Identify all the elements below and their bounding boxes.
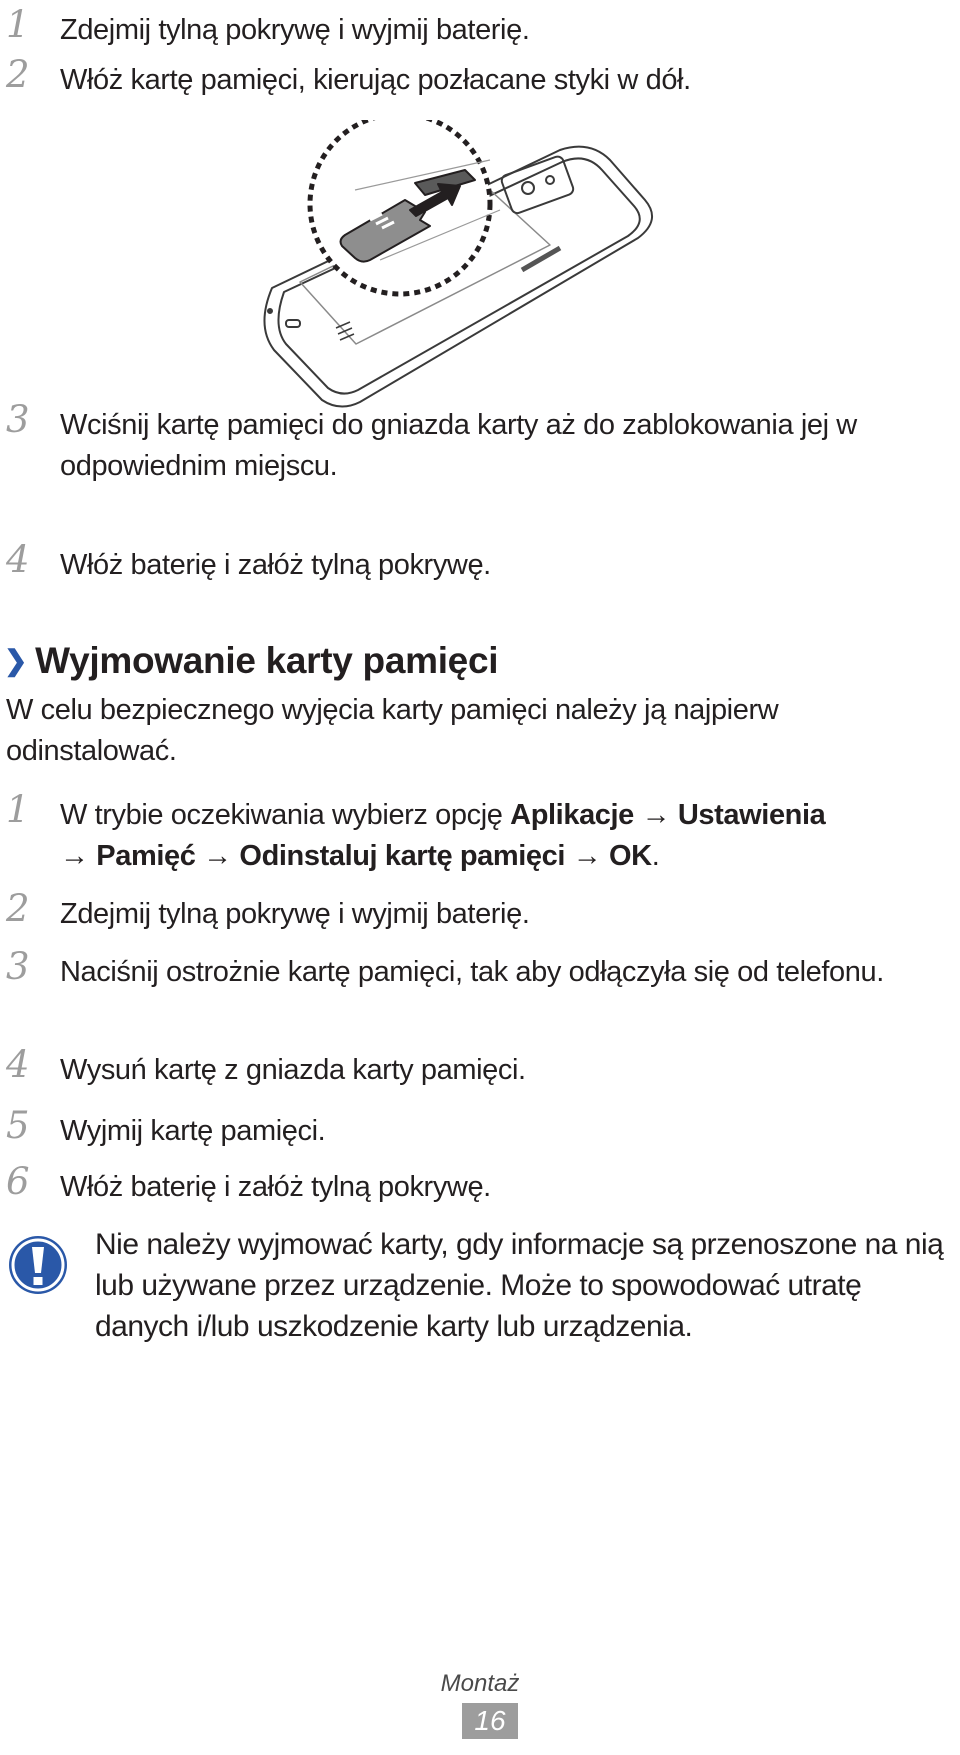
step-number: 2	[6, 53, 30, 96]
arrow-icon: →	[572, 840, 602, 872]
step-text: Naciśnij ostrożnie kartę pamięci, tak aby odłączyła się od telefonu.	[60, 956, 884, 988]
menu-path-odinstaluj: Odinstaluj kartę pamięci	[239, 840, 566, 872]
warning-text: Nie należy wyjmować karty, gdy informacje są przenoszone na nią lub używane przez urządzenie. Może to spowodować utratę danych i/lub uszkodzenie karty lub urządzenia.	[95, 1228, 944, 1343]
step-text: Włóż baterię i załóż tylną pokrywę.	[60, 1171, 491, 1203]
arrow-icon: →	[641, 799, 671, 831]
step-text: Zdejmij tylną pokrywę i wyjmij baterię.	[60, 14, 530, 46]
section-heading	[4, 640, 498, 682]
step-number: 3	[6, 945, 30, 988]
step-number: 6	[6, 1160, 30, 1203]
chevron-right-icon: ❯	[4, 645, 28, 676]
step-text: Wysuń kartę z gniazda karty pamięci.	[60, 1054, 526, 1086]
section-intro: W celu bezpiecznego wyjęcia karty pamięci należy ją najpierw odinstalować.	[6, 694, 779, 767]
step-text: Wyjmij kartę pamięci.	[60, 1115, 326, 1147]
step-number: 5	[6, 1104, 30, 1147]
menu-path-ustawienia: Ustawienia	[677, 799, 826, 831]
step-text: Zdejmij tylną pokrywę i wyjmij baterię.	[60, 898, 530, 930]
menu-path-pamiec: Pamięć	[96, 840, 196, 872]
menu-path-ok: OK	[609, 840, 652, 872]
step-text: Włóż baterię i załóż tylną pokrywę.	[60, 549, 491, 581]
section-title: Wyjmowanie karty pamięci	[35, 640, 499, 681]
warning-icon	[6, 1233, 70, 1297]
memory-card-insertion-illustration	[260, 120, 700, 420]
step-number: 1	[6, 788, 30, 831]
menu-path-aplikacje: Aplikacje	[510, 799, 634, 831]
step-number: 4	[6, 538, 30, 581]
step-number: 4	[6, 1043, 30, 1086]
page-number: 16	[462, 1703, 518, 1739]
arrow-icon: →	[203, 840, 232, 872]
step-text: Włóż kartę pamięci, kierując pozłacane styki w dół.	[60, 64, 691, 96]
arrow-icon: →	[60, 840, 89, 872]
step-number: 2	[6, 887, 30, 930]
step-number: 1	[6, 3, 30, 46]
step-text: W trybie oczekiwania wybierz opcję Aplikacje → Ustawienia → Pamięć → Odinstaluj kartę pamięci → OK.	[60, 799, 826, 872]
step-number: 3	[6, 398, 30, 441]
step-text: Wciśnij kartę pamięci do gniazda karty aż do zablokowania jej w odpowiednim miejscu.	[60, 409, 857, 482]
footer-section-name: Montaż	[440, 1670, 520, 1697]
